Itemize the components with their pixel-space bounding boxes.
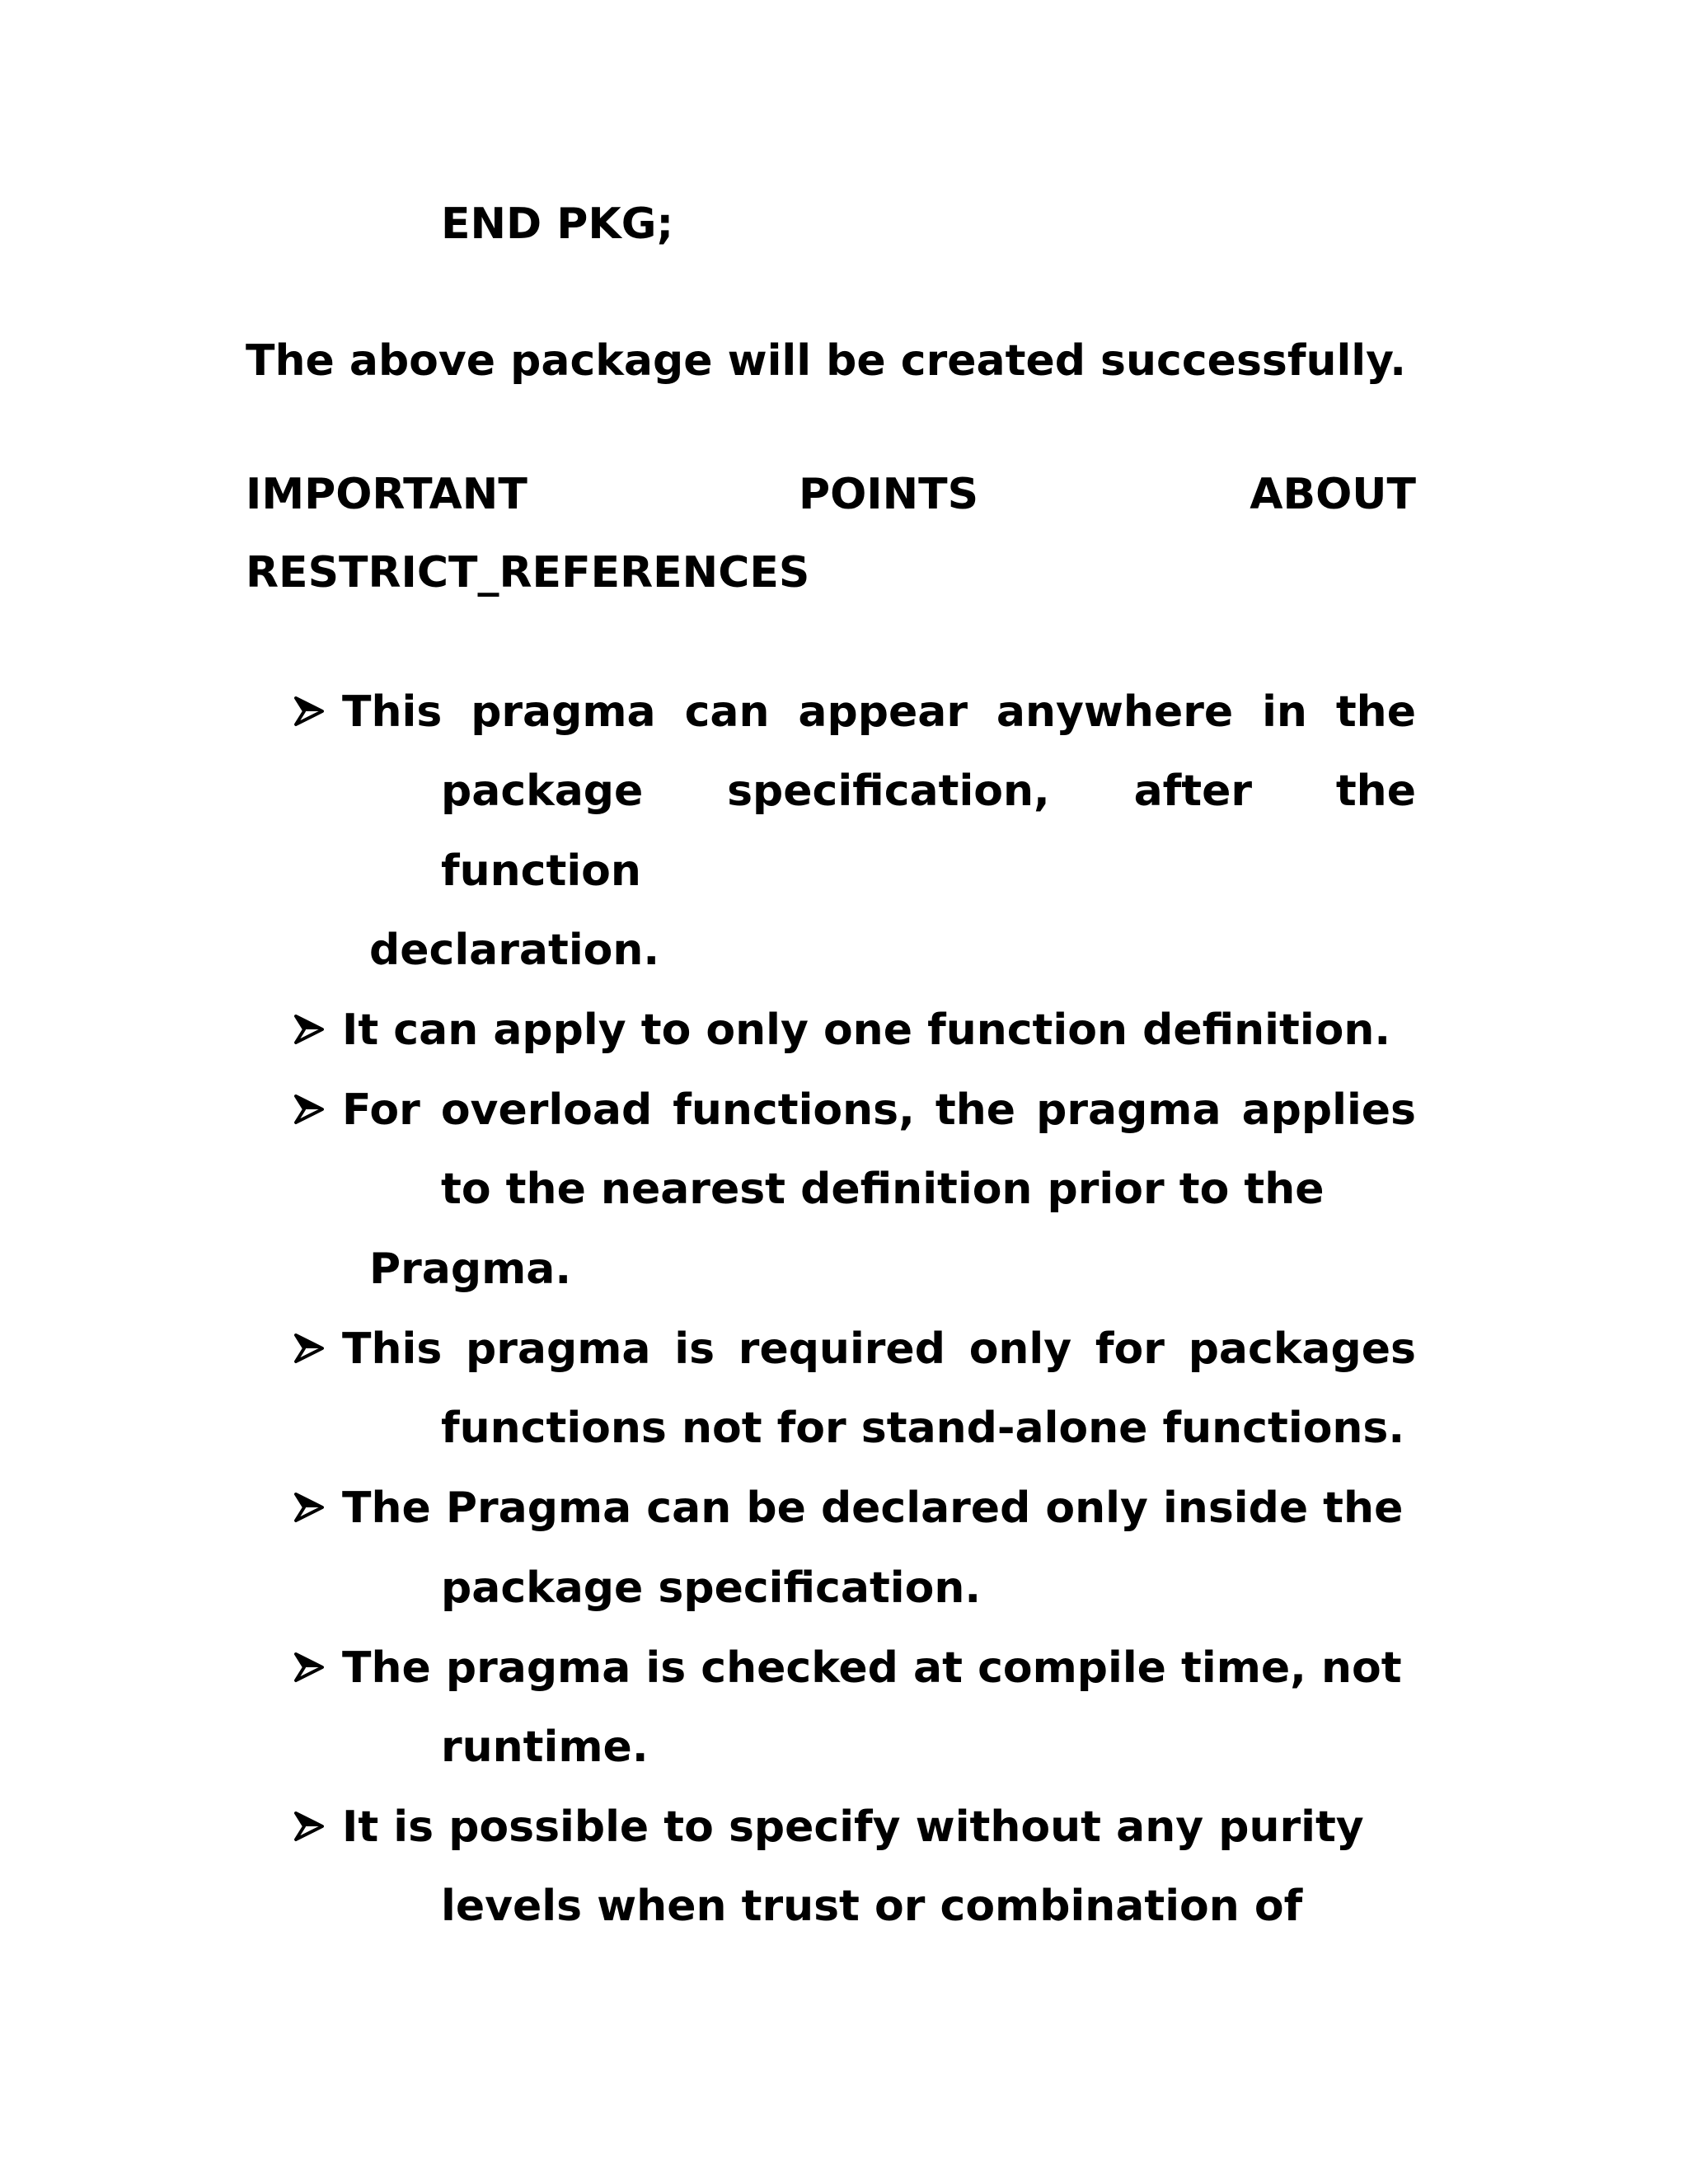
list-item-line: levels when trust or combination of xyxy=(441,1882,1303,1931)
heading-word: IMPORTANT xyxy=(246,470,528,519)
word: anywhere xyxy=(996,687,1234,737)
word: packages xyxy=(1188,1324,1416,1374)
list-item-line: function xyxy=(441,846,641,896)
word: specification, xyxy=(727,766,1050,816)
list-item-line: It can apply to only one function definition. xyxy=(342,1005,1391,1055)
code-end-line: END PKG; xyxy=(441,199,674,249)
word: functions, xyxy=(673,1085,915,1135)
word: applies xyxy=(1241,1085,1416,1135)
arrowhead-bullet-icon xyxy=(293,1093,326,1126)
word: pragma xyxy=(1036,1085,1221,1135)
heading-word: ABOUT xyxy=(1250,470,1416,519)
word: only xyxy=(968,1324,1072,1374)
word: the xyxy=(1335,766,1416,816)
word: appear xyxy=(798,687,968,737)
word: the xyxy=(1335,687,1416,737)
list-item-line: declaration. xyxy=(369,926,660,975)
word: can xyxy=(684,687,770,737)
word: For xyxy=(342,1085,420,1135)
arrowhead-bullet-icon xyxy=(293,1651,326,1684)
list-item-line: package specification. xyxy=(441,1563,982,1613)
list-item-line: to the nearest definition prior to the xyxy=(441,1165,1325,1214)
word: is xyxy=(674,1324,715,1374)
arrowhead-bullet-icon xyxy=(293,1491,326,1524)
arrowhead-bullet-icon xyxy=(293,1332,326,1365)
word: in xyxy=(1262,687,1307,737)
section-heading-line-1 xyxy=(246,470,1416,519)
heading-word: POINTS xyxy=(798,470,979,519)
section-heading-line-2: RESTRICT_REFERENCES xyxy=(246,548,810,598)
list-item-line xyxy=(342,687,1416,737)
list-item-line: It is possible to specify without any purity xyxy=(342,1802,1364,1852)
word: pragma xyxy=(471,687,656,737)
word: required xyxy=(738,1324,945,1374)
word: overload xyxy=(440,1085,653,1135)
list-item-line xyxy=(441,766,1416,816)
word: pragma xyxy=(466,1324,651,1374)
word: the xyxy=(935,1085,1016,1135)
list-item-line: functions not for stand-alone functions. xyxy=(441,1404,1405,1453)
list-item-line xyxy=(342,1085,1416,1135)
arrowhead-bullet-icon xyxy=(293,1013,326,1046)
intro-sentence: The above package will be created successfully. xyxy=(246,336,1407,386)
word: This xyxy=(342,687,443,737)
list-item-line: Pragma. xyxy=(369,1244,572,1294)
arrowhead-bullet-icon xyxy=(293,1810,326,1843)
word: after xyxy=(1133,766,1253,816)
word: This xyxy=(342,1324,443,1374)
list-item-line: The Pragma can be declared only inside the xyxy=(342,1483,1404,1533)
word: for xyxy=(1095,1324,1165,1374)
word: package xyxy=(441,766,644,816)
list-item-line: runtime. xyxy=(441,1722,649,1772)
list-item-line xyxy=(342,1324,1416,1374)
list-item-line: The pragma is checked at compile time, not xyxy=(342,1643,1402,1693)
arrowhead-bullet-icon xyxy=(293,695,326,728)
